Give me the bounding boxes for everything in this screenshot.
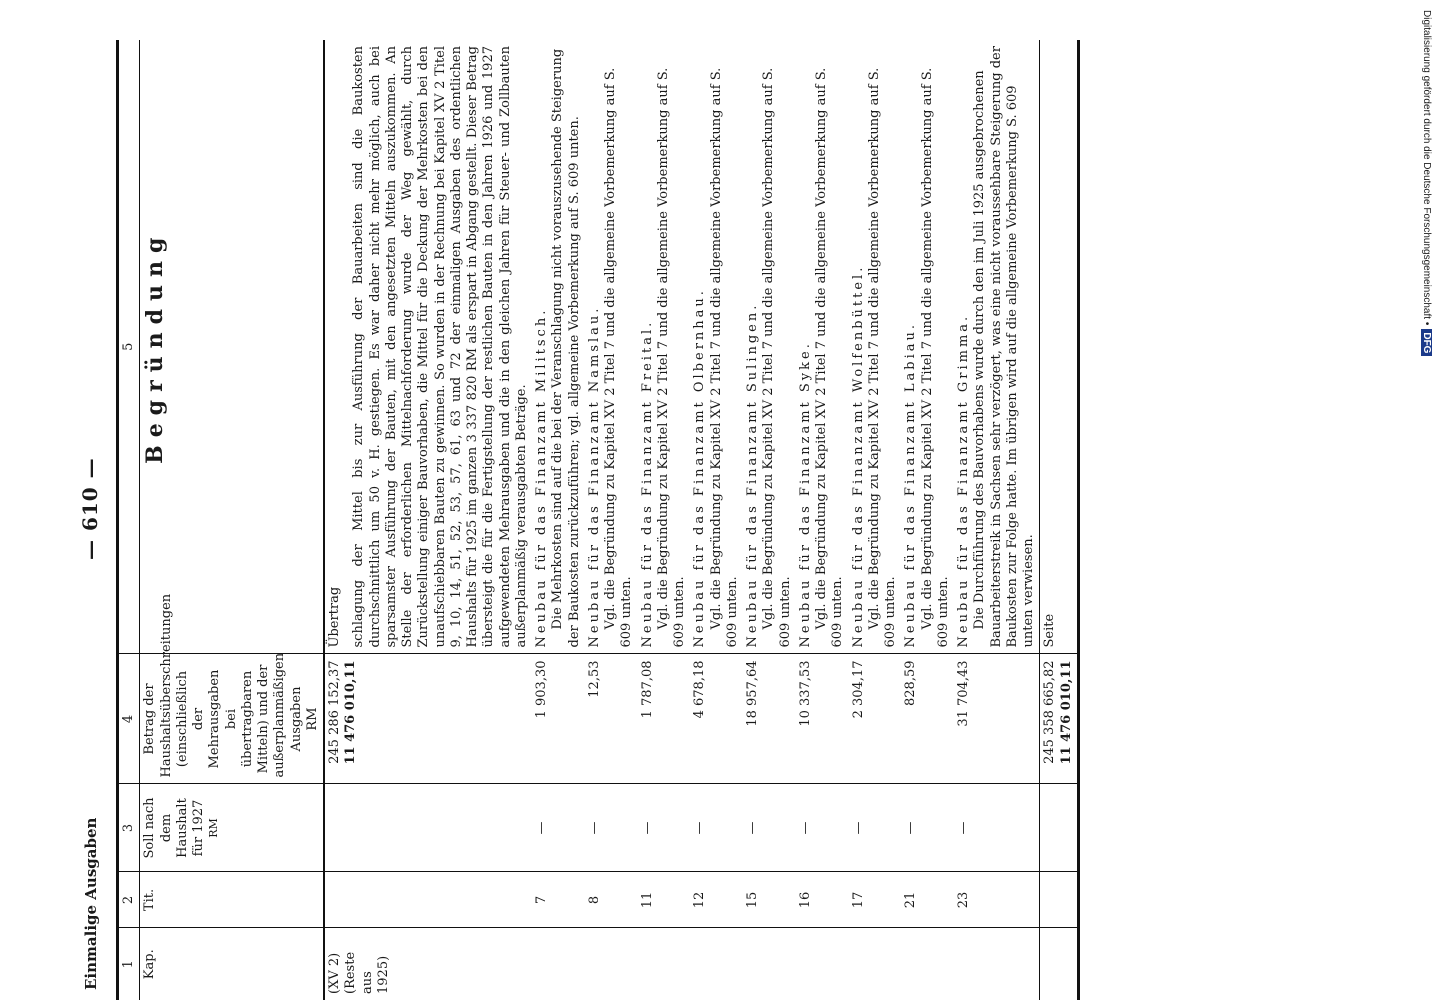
total-kap (1040, 928, 1079, 1000)
carry-kap: (XV 2) (Reste aus 1925) (327, 951, 391, 994)
entry-description: Vgl. die Begründung zu Kapitel XV 2 Titel 7 und die allgemeine Vorbemerkung auf S. 609 unten. (655, 67, 687, 648)
entry-amount: 1 787,08 (638, 654, 691, 784)
side-note-text: Digitalisierung gefördert durch die Deutsche Forschungsgemeinschaft • (1421, 10, 1432, 326)
total-label: Seite (1040, 40, 1079, 654)
entry-kap (532, 928, 585, 1000)
header-kap (140, 928, 324, 1000)
col-number-4: 4 (118, 654, 140, 784)
col-number-5: 5 (118, 40, 140, 654)
carry-label: Übertrag (327, 586, 342, 648)
entry-amount: 12,53 (585, 654, 638, 784)
carry-amount-2: 11 476 010,11 (343, 660, 359, 765)
entry-tit: 7 (532, 872, 585, 928)
entry-text (532, 40, 585, 654)
carry-row (324, 40, 532, 1000)
dfg-badge: DFG (1421, 329, 1432, 356)
entry-heading: Neubau für das Finanzamt Militsch. (534, 307, 549, 648)
entry-amount: 828,59 (901, 654, 954, 784)
entry-amount: 31 704,43 (954, 654, 1040, 784)
total-amount-1: 245 358 665,82 (1042, 660, 1058, 764)
entry-row (849, 40, 902, 1000)
entry-soll: — (532, 784, 585, 872)
budget-table (116, 40, 1080, 1000)
entry-soll: — (743, 784, 796, 872)
entry-description: Vgl. die Begründung zu Kapitel XV 2 Titel 7 und die allgemeine Vorbemerkung auf S. 609 unten. (603, 67, 635, 648)
entry-row (638, 40, 691, 1000)
total-soll (1040, 784, 1079, 872)
entry-row (796, 40, 849, 1000)
entry-description: Vgl. die Begründung zu Kapitel XV 2 Titel 7 und die allgemeine Vorbemerkung auf S. 609 unten. (866, 67, 898, 648)
entry-heading: Neubau für das Finanzamt Grimma. (956, 313, 971, 648)
side-note (1416, 10, 1432, 990)
entry-tit: 12 (690, 872, 743, 928)
entry-kap (638, 928, 691, 1000)
entry-kap (796, 928, 849, 1000)
entry-tit: 8 (585, 872, 638, 928)
entry-text (954, 40, 1040, 654)
document-page (72, 40, 1352, 1000)
entry-text (690, 40, 743, 654)
total-amount-2: 11 476 010,11 (1058, 660, 1074, 765)
entry-tit: 15 (743, 872, 796, 928)
header-betrag-unit: RM (304, 707, 320, 731)
entry-heading: Neubau für das Finanzamt Namslau. (586, 305, 602, 648)
header-betrag-label: Betrag der Haushaltsüberschreitungen (einschließlich der Mehrausgaben bei übertragbaren Mitteln) und der außerplanmäßigen Ausgaben (142, 593, 304, 778)
entry-kap (743, 928, 796, 1000)
entry-amount: 18 957,64 (743, 654, 796, 784)
entry-amount: 10 337,53 (796, 654, 849, 784)
entry-tit: 21 (901, 872, 954, 928)
entry-description: Die Durchführung des Bauvorhabens wurde durch den im Juli 1925 ausgebrochenen Bauarbeiterstreik in Sachsen sehr verzögert, was eine nicht voraussehbare Steigerung der Baukosten zur Folge hatte. Im übrigen wird auf die allgemeine Vorbemerkung S. 609 unten verwiesen. (972, 46, 1036, 648)
header-begruendung-label: Begründung (142, 229, 169, 464)
entry-text (849, 40, 902, 654)
entry-description: Vgl. die Begründung zu Kapitel XV 2 Titel 7 und die allgemeine Vorbemerkung auf S. 609 unten. (814, 67, 846, 648)
entry-row (954, 40, 1040, 1000)
entry-tit: 11 (638, 872, 691, 928)
carry-soll (324, 784, 532, 872)
header-begruendung (140, 40, 324, 654)
header-soll (140, 784, 324, 872)
entry-text (585, 40, 638, 654)
page-rotation-wrapper (72, 0, 1074, 1000)
entry-text (901, 40, 954, 654)
column-header-row (140, 40, 324, 1000)
carry-amount-1: 245 286 152,37 (327, 660, 342, 764)
carry-amount (324, 654, 532, 784)
entry-amount: 1 903,30 (532, 654, 585, 784)
entry-heading: Neubau für das Finanzamt Sulingen. (745, 302, 760, 648)
entry-heading: Neubau für das Finanzamt Syke. (797, 341, 813, 648)
header-section-title: Einmalige Ausgaben (82, 817, 100, 990)
entry-soll: — (901, 784, 954, 872)
entry-row (532, 40, 585, 1000)
entry-amount: 4 678,18 (690, 654, 743, 784)
entry-soll: — (849, 784, 902, 872)
entry-text (638, 40, 691, 654)
entry-kap (849, 928, 902, 1000)
entry-kap (954, 928, 1040, 1000)
entry-tit: 17 (849, 872, 902, 928)
entry-row (585, 40, 638, 1000)
entry-text (743, 40, 796, 654)
carry-text (324, 40, 532, 654)
carry-tit (324, 872, 532, 928)
header-soll-unit: RM (207, 818, 221, 838)
entry-soll: — (638, 784, 691, 872)
intro-paragraph: schlagung der Mittel bis zur Ausführung der Bauarbeiten sind die Baukosten durchschnittlich um 50 v. H. gestiegen. Es war daher nicht mehr möglich, auch bei sparsamster Ausführung der Bauten, mit den angesetzten Mitteln auszukommen. An Stelle der erforderlichen Mittelnachforderung wurde der Weg gewählt, durch Zurückstellung einiger Bauvorhaben, die Mittel für die Deckung der Mehrkosten bei den unaufschiebbaren Bauten zu gewinnen. So wurden in der Rechnung bei Kapitel XV 2 Titel 9, 10, 14, 51, 52, 53, 57, 61, 63 und 72 der einmaligen Ausgaben des ordentlichen Haushalts für 1925 im ganzen 3 337 820 RM als erspart in Abgang gestellt. Dieser Betrag übersteigt die für die Fertigstellung der restlichen Bauten in den Jahren 1926 und 1927 aufgewendeten Mehrausgaben und die in den gleichen Jahren für Steuer- und Zollbauten außerplanmäßig verausgabten Beträge. (351, 46, 529, 648)
col-number-2: 2 (118, 872, 140, 928)
entry-description: Vgl. die Begründung zu Kapitel XV 2 Titel 7 und die allgemeine Vorbemerkung auf S. 609 unten. (708, 67, 740, 648)
entry-row (901, 40, 954, 1000)
entry-tit: 16 (796, 872, 849, 928)
entries-body (532, 40, 1040, 1000)
entry-text (796, 40, 849, 654)
total-tit (1040, 872, 1079, 928)
entry-heading: Neubau für das Finanzamt Labiau. (903, 322, 919, 648)
header-betrag (140, 593, 324, 784)
column-number-row (118, 40, 140, 1000)
page-number: — 610 — (78, 457, 102, 560)
side-note-text-wrapper (1416, 10, 1432, 990)
entry-soll: — (690, 784, 743, 872)
entry-tit: 23 (954, 872, 1040, 928)
entry-kap (690, 928, 743, 1000)
entry-kap (585, 928, 638, 1000)
header-tit (140, 872, 324, 928)
col-number-3: 3 (118, 784, 140, 872)
total-amount (1040, 654, 1079, 784)
entry-heading: Neubau für das Finanzamt Freital. (639, 319, 655, 648)
col-number-1: 1 (118, 928, 140, 1000)
entry-row (743, 40, 796, 1000)
entry-kap (901, 928, 954, 1000)
header-kap-label: Kap. (142, 949, 158, 980)
entry-amount: 2 304,17 (849, 654, 902, 784)
header-soll-label: Soll nach dem Haushalt für 1927 (142, 797, 206, 859)
header-tit-label: Tit. (142, 888, 158, 912)
entry-row (690, 40, 743, 1000)
entry-soll: — (796, 784, 849, 872)
entry-description: Vgl. die Begründung zu Kapitel XV 2 Titel 7 und die allgemeine Vorbemerkung auf S. 609 unten. (919, 67, 951, 648)
entry-description: Vgl. die Begründung zu Kapitel XV 2 Titel 7 und die allgemeine Vorbemerkung auf S. 609 unten. (761, 67, 793, 648)
page-header (72, 40, 112, 1000)
entry-heading: Neubau für das Finanzamt Olbernhau. (692, 288, 708, 648)
entry-description: Die Mehrkosten sind auf die bei der Veranschlagung nicht vorauszusehende Steigerung der Baukosten zurückzuführen; vgl. allgemeine Vorbemerkung auf S. 609 unten. (550, 48, 582, 648)
total-row (1040, 40, 1079, 1000)
entry-soll: — (954, 784, 1040, 872)
entry-heading: Neubau für das Finanzamt Wolfenbüttel. (850, 264, 866, 648)
entry-soll: — (585, 784, 638, 872)
